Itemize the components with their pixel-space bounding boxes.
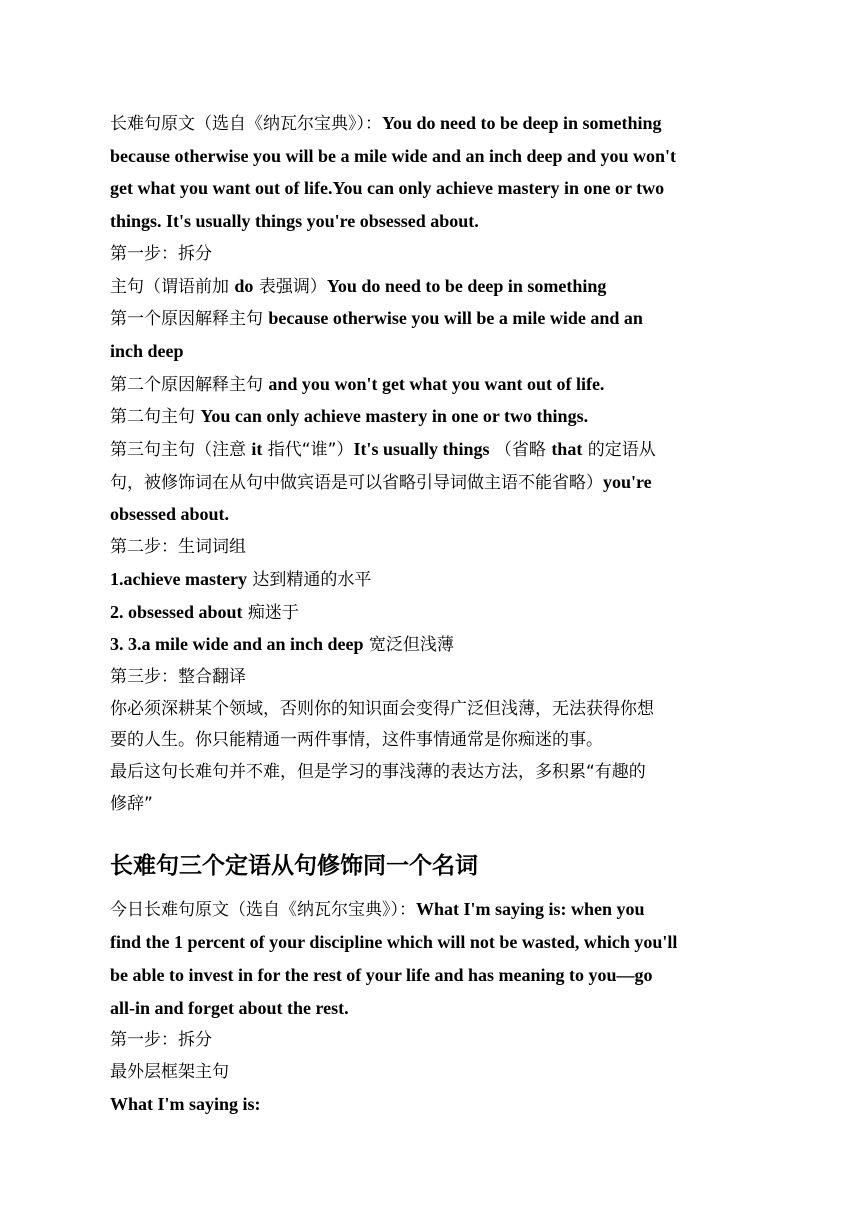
- english-text: You can only achieve mastery in one or two things.: [200, 406, 589, 427]
- section-heading: 长难句三个定语从句修饰同一个名词: [110, 853, 478, 880]
- text-line: [110, 499, 755, 532]
- english-text: that: [551, 439, 583, 460]
- english-text: and you won't get what you want out of life.: [268, 373, 605, 394]
- text-line: [110, 927, 755, 960]
- text-line: [110, 239, 755, 271]
- english-text: It's usually things: [353, 439, 490, 460]
- text-line: [110, 401, 755, 434]
- chinese-text: 最外层框架主句: [110, 1061, 229, 1082]
- chinese-text: 要的人生。你只能精通一两件事情，这件事情通常是你痴迷的事。: [110, 730, 603, 751]
- chinese-text: 第二句主句: [110, 407, 201, 428]
- text-line: [110, 564, 755, 597]
- english-text: because otherwise you will be a mile wide and an inch deep and you won't: [110, 145, 677, 166]
- english-text: you're: [603, 471, 652, 492]
- text-line: [110, 336, 755, 369]
- english-text: do: [234, 275, 254, 296]
- text-line: [110, 1025, 755, 1057]
- english-text: all-in and forget about the rest.: [110, 997, 349, 1018]
- chinese-text: 宽泛但浅薄: [363, 635, 454, 656]
- text-line: [110, 173, 755, 206]
- chinese-text: 你必须深耕某个领域，否则你的知识面会变得广泛但浅薄，无法获得你想: [110, 698, 654, 719]
- english-text: be able to invest in for the rest of your life and has meaning to you—go: [110, 964, 653, 985]
- text-line: [110, 206, 755, 239]
- chinese-text: 主句（谓语前加: [110, 276, 235, 297]
- text-line: [110, 894, 755, 927]
- text-line: [110, 467, 755, 500]
- text-line: [110, 662, 755, 694]
- english-text: get what you want out of life.You can only achieve mastery in one or two: [110, 178, 665, 199]
- text-line: [110, 369, 755, 402]
- chinese-text: 指代“谁”）: [262, 440, 354, 461]
- text-line: [110, 434, 755, 467]
- text-line: [110, 757, 755, 789]
- chinese-text: 第三步：整合翻译: [110, 666, 246, 687]
- chinese-text: 第二个原因解释主句: [110, 374, 269, 395]
- chinese-text: 句，被修饰词在从句中做宾语是可以省略引导词做主语不能省略）: [110, 472, 603, 493]
- text-line: [110, 532, 755, 564]
- english-text: it: [251, 439, 263, 460]
- chinese-text: 第一个原因解释主句: [110, 309, 269, 330]
- chinese-text: 表强调）: [253, 276, 327, 297]
- chinese-text: 第一步：拆分: [110, 243, 212, 264]
- chinese-text: 达到精通的水平: [246, 569, 372, 590]
- section-gap: [110, 820, 755, 846]
- chinese-text: 长难句原文（选自《纳瓦尔宝典》）：: [110, 114, 382, 134]
- text-line: [110, 789, 755, 821]
- text-line: [110, 303, 755, 336]
- english-text: obsessed about.: [110, 504, 230, 525]
- sentence-analysis-section-2: [110, 894, 755, 1121]
- english-text: find the 1 percent of your discipline which will not be wasted, which you'll: [110, 932, 678, 953]
- english-text: What I'm saying is:: [110, 1093, 261, 1114]
- text-line: [110, 725, 755, 757]
- chinese-text: 第一步：拆分: [110, 1030, 212, 1051]
- text-line: [110, 694, 755, 726]
- text-line: [110, 960, 755, 993]
- text-line: [110, 141, 755, 174]
- chinese-text: 第三句主句（注意: [110, 440, 252, 461]
- chinese-text: 的定语从: [582, 440, 656, 461]
- sentence-analysis-section-1: [110, 108, 755, 820]
- chinese-text: 最后这句长难句并不难，但是学习的事浅薄的表达方法，多积累“有趣的: [110, 762, 646, 783]
- text-line: [110, 1057, 755, 1089]
- english-text: You do need to be deep in something: [382, 113, 662, 133]
- english-text: because otherwise you will be a mile wide and an: [268, 308, 643, 329]
- document-page: [110, 108, 755, 1121]
- english-text: things. It's usually things you're obsessed about.: [110, 211, 479, 232]
- english-text: 2. obsessed about: [110, 601, 243, 622]
- text-line: [110, 271, 755, 304]
- text-line: [110, 993, 755, 1026]
- text-line: [110, 1089, 755, 1122]
- english-text: 1.achieve mastery: [110, 568, 247, 589]
- chinese-text: （省略: [489, 440, 552, 461]
- english-text: You do need to be deep in something: [326, 275, 607, 296]
- english-text: inch deep: [110, 340, 184, 361]
- english-text: 3. 3.a mile wide and an inch deep: [110, 634, 364, 655]
- english-text: What I'm saying is: when you: [416, 899, 645, 920]
- text-line: [110, 597, 755, 630]
- chinese-text: 今日长难句原文（选自《纳瓦尔宝典》）：: [110, 900, 416, 921]
- text-line: [110, 108, 755, 141]
- chinese-text: 修辞”: [110, 793, 153, 814]
- text-line: [110, 629, 755, 662]
- chinese-text: 第二步：生词词组: [110, 537, 246, 558]
- chinese-text: 痴迷于: [242, 602, 299, 623]
